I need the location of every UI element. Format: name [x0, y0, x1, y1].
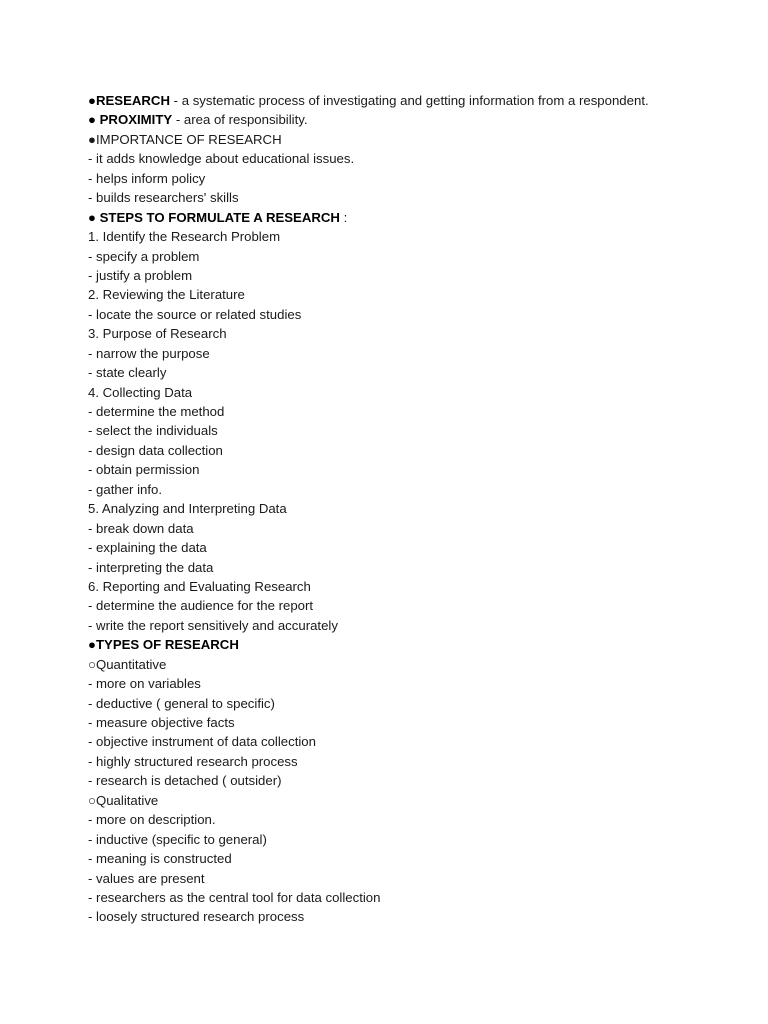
list-item: 6. Reporting and Evaluating Research: [88, 578, 311, 594]
list-item: - gather info.: [88, 481, 163, 497]
list-item: - justify a problem: [88, 267, 193, 283]
list-item: - highly structured research process: [88, 753, 298, 769]
quantitative-label: ○Quantitative: [88, 656, 167, 672]
list-item: 2. Reviewing the Literature: [88, 287, 245, 303]
definition-term: PROXIMITY: [99, 112, 173, 128]
list-item: - inductive (specific to general): [88, 831, 267, 847]
list-item: - interpreting the data: [88, 559, 214, 575]
list-item: - values are present: [88, 870, 205, 886]
steps-heading: [88, 208, 738, 227]
list-item: - it adds knowledge about educational issues.: [88, 151, 355, 167]
bullet: ●: [88, 93, 96, 108]
list-item: 1. Identify the Research Problem: [88, 229, 281, 245]
types-heading: ●TYPES OF RESEARCH: [88, 637, 239, 653]
list-item: - narrow the purpose: [88, 345, 210, 361]
list-item: - determine the audience for the report: [88, 598, 314, 614]
steps-heading-colon: :: [339, 209, 348, 225]
definition-term: RESEARCH: [95, 93, 170, 108]
list-item: - loosely structured research process: [88, 909, 305, 925]
importance-heading: ●IMPORTANCE OF RESEARCH: [88, 131, 282, 147]
list-item: - explaining the data: [88, 540, 207, 556]
list-item: - design data collection: [88, 442, 223, 458]
definition-text: - area of responsibility.: [172, 112, 308, 128]
list-item: - more on description.: [88, 812, 216, 828]
list-item: - determine the method: [88, 404, 225, 419]
qualitative-label: ○Qualitative: [88, 792, 159, 808]
list-item: - obtain permission: [88, 462, 200, 478]
list-item: - select the individuals: [88, 423, 218, 439]
definition-proximity: [88, 110, 738, 129]
list-item: 5. Analyzing and Interpreting Data: [88, 501, 287, 517]
bullet: ●: [88, 112, 100, 128]
list-item: - objective instrument of data collection: [88, 734, 316, 750]
list-item: - write the report sensitively and accurately: [88, 617, 338, 633]
list-item: - researchers as the central tool for data collection: [88, 889, 381, 905]
list-item: - break down data: [88, 520, 194, 536]
list-item: - specify a problem: [88, 248, 200, 264]
list-item: 3. Purpose of Research: [88, 326, 227, 342]
list-item: - deductive ( general to specific): [88, 695, 275, 711]
list-item: 4. Collecting Data: [88, 384, 193, 400]
list-item: - more on variables: [88, 676, 201, 692]
list-item: - research is detached ( outsider): [88, 773, 282, 789]
list-item: - helps inform policy: [88, 170, 206, 186]
list-item: - meaning is constructed: [88, 851, 232, 867]
definition-research: [88, 91, 738, 110]
definition-text: - a systematic process of investigating and getting information from a respondent.: [169, 93, 649, 108]
steps-heading-text: ● STEPS TO FORMULATE A RESEARCH: [88, 209, 340, 225]
list-item: - measure objective facts: [88, 715, 235, 730]
list-item: - state clearly: [88, 365, 167, 381]
list-item: - builds researchers' skills: [88, 190, 239, 206]
document-page: [88, 91, 738, 927]
list-item: - locate the source or related studies: [88, 306, 302, 322]
